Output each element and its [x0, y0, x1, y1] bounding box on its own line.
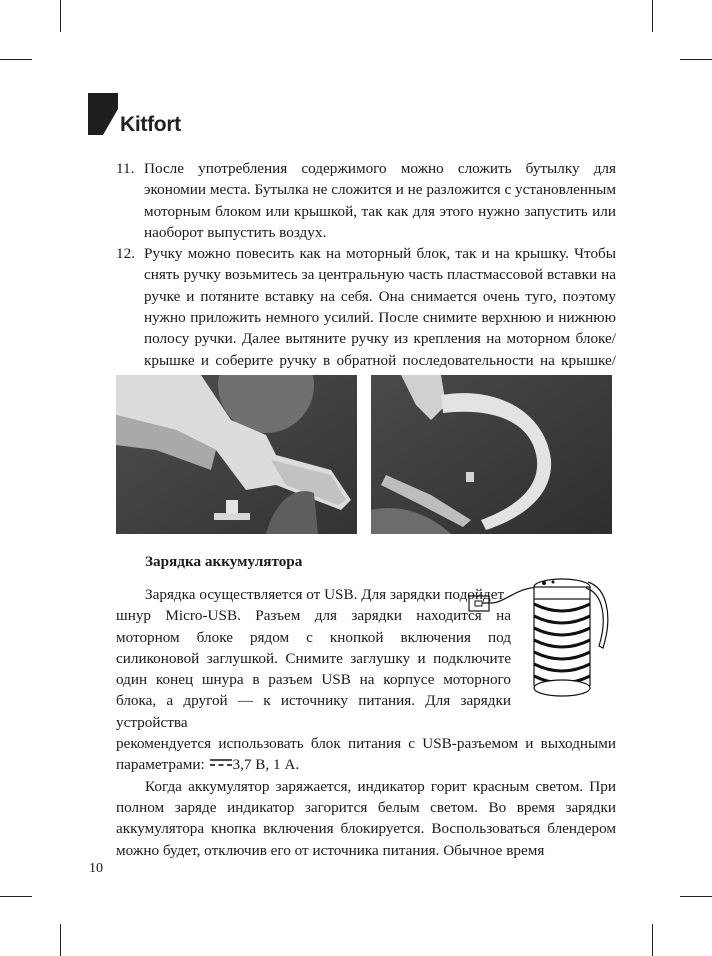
dc-value: 3,7 В, 1 А.	[232, 756, 300, 774]
dc-current-icon	[210, 758, 232, 768]
paragraph: шнур Micro-USB. Разъем для зарядки находится на моторном блоке рядом с кнопкой включения под силиконовой заглушкой. Снимите заглушку и подключите один конец шнура в разъем USB на корпусе моторного блока, а другой — к источнику питания. Для зарядки устройства	[116, 607, 511, 731]
crop-mark	[60, 924, 61, 956]
list-item-number: 11.	[116, 160, 135, 177]
paragraph	[116, 733, 616, 776]
crop-mark	[60, 0, 61, 32]
page-number: 10	[89, 861, 103, 876]
crop-mark	[0, 59, 32, 60]
handle-detail-photo	[371, 375, 612, 534]
list-item-text: После употребления содержимого можно сложить бутылку для экономии места. Бутылка не сложится и не разложится с установленным моторным блоком или крышкой, так как для этого нужно запустить или наоборот выпустить воздух.	[144, 160, 616, 241]
paragraph: Зарядка осуществляется от USB. Для зарядки подойдет	[145, 586, 505, 603]
section-title: Зарядка аккумулятора	[145, 553, 303, 570]
charging-text	[116, 584, 616, 861]
paragraph-text: рекомендуется использовать блок питания с USB-разъемом и выходными параметрами:	[116, 735, 616, 774]
list-item-number: 12.	[116, 245, 135, 263]
brand-logo	[88, 93, 181, 135]
list-item-text: Ручку можно повесить как на моторный блок, так и на крышку. Чтобы снять ручку возьмитесь за центральную часть пластмассовой вставки на ручке и потяните вставку на себя. Она снимается очень туго, поэтому нужно приложить немного усилий. После снимите верхнюю и нижнюю полосу ручки. Далее вытяните ручку из крепления на моторном блоке/крышке и соберите ручку в обратной последовательности на крышке/	[144, 245, 616, 369]
crop-mark	[652, 924, 653, 956]
crop-mark	[680, 896, 712, 897]
handle-removal-photo	[116, 375, 357, 534]
crop-mark	[680, 59, 712, 60]
list-item	[116, 243, 616, 392]
list-item	[116, 158, 616, 243]
instruction-list	[116, 158, 616, 392]
kitfort-logo-icon	[88, 93, 118, 135]
paragraph: Когда аккумулятор заряжается, индикатор горит красным светом. При полном заряде индикатор загорится белым светом. Во время зарядки аккумулятора кнопка включения блокируется. Воспользоваться блендером можно будет, отключив его от источника питания. Обычное время	[116, 777, 616, 859]
brand-name: Kitfort	[120, 113, 181, 136]
crop-mark	[0, 896, 32, 897]
crop-mark	[652, 0, 653, 32]
